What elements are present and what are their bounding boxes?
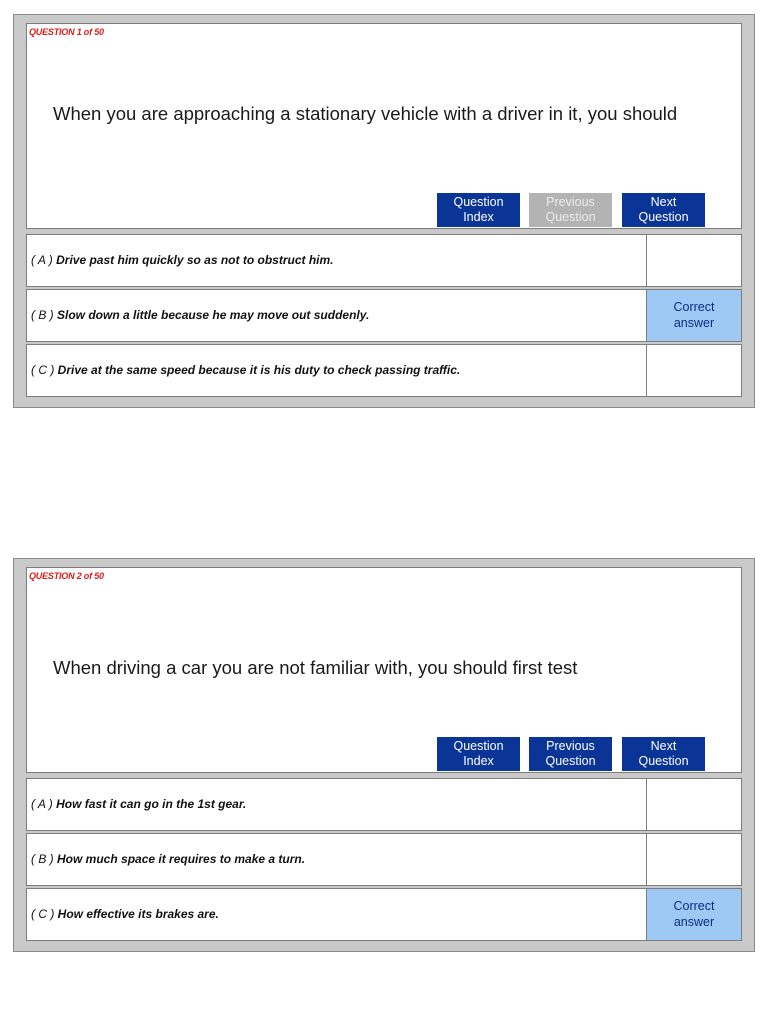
question-text: When you are approaching a stationary vehicle with a driver in it, you should bbox=[53, 103, 678, 124]
question-card-1 bbox=[13, 14, 755, 408]
answer-option-a[interactable] bbox=[26, 778, 742, 831]
answer-letter: ( A ) bbox=[31, 797, 53, 811]
answer-label bbox=[31, 345, 460, 396]
answer-result-cell bbox=[646, 779, 741, 830]
answer-option-b[interactable] bbox=[26, 833, 742, 886]
answer-result-cell bbox=[646, 834, 741, 885]
answer-letter: ( C ) bbox=[31, 363, 55, 377]
question-panel bbox=[26, 23, 742, 229]
question-panel bbox=[26, 567, 742, 773]
answer-result-cell bbox=[646, 235, 741, 286]
next-question-button[interactable]: Next Question bbox=[622, 737, 705, 771]
question-text: When driving a car you are not familiar with, you should first test bbox=[53, 657, 578, 678]
previous-question-button: Previous Question bbox=[529, 193, 612, 227]
answer-option-c[interactable] bbox=[26, 344, 742, 397]
answer-label bbox=[31, 290, 369, 341]
answer-label bbox=[31, 889, 219, 940]
question-index-button[interactable]: Question Index bbox=[437, 193, 520, 227]
question-card-2 bbox=[13, 558, 755, 952]
correct-answer-badge: Correct answer bbox=[646, 889, 741, 940]
answer-text: Slow down a little because he may move out suddenly. bbox=[57, 308, 370, 322]
answer-text: How fast it can go in the 1st gear. bbox=[56, 797, 247, 811]
correct-answer-badge: Correct answer bbox=[646, 290, 741, 341]
question-number: QUESTION 2 of 50 bbox=[29, 571, 104, 581]
answer-option-c[interactable] bbox=[26, 888, 742, 941]
answer-text: Drive at the same speed because it is his duty to check passing traffic. bbox=[57, 363, 461, 377]
previous-question-button[interactable]: Previous Question bbox=[529, 737, 612, 771]
answer-text: How effective its brakes are. bbox=[57, 907, 219, 921]
answer-letter: ( B ) bbox=[31, 308, 54, 322]
answer-letter: ( C ) bbox=[31, 907, 55, 921]
answer-label bbox=[31, 235, 334, 286]
answer-label bbox=[31, 779, 246, 830]
answer-option-a[interactable] bbox=[26, 234, 742, 287]
question-index-button[interactable]: Question Index bbox=[437, 737, 520, 771]
next-question-button[interactable]: Next Question bbox=[622, 193, 705, 227]
answer-label bbox=[31, 834, 305, 885]
answer-result-cell bbox=[646, 345, 741, 396]
answer-letter: ( B ) bbox=[31, 852, 54, 866]
answer-text: How much space it requires to make a turn. bbox=[57, 852, 306, 866]
answer-text: Drive past him quickly so as not to obstruct him. bbox=[56, 253, 334, 267]
answer-letter: ( A ) bbox=[31, 253, 53, 267]
question-number: QUESTION 1 of 50 bbox=[29, 27, 104, 37]
answer-option-b[interactable] bbox=[26, 289, 742, 342]
